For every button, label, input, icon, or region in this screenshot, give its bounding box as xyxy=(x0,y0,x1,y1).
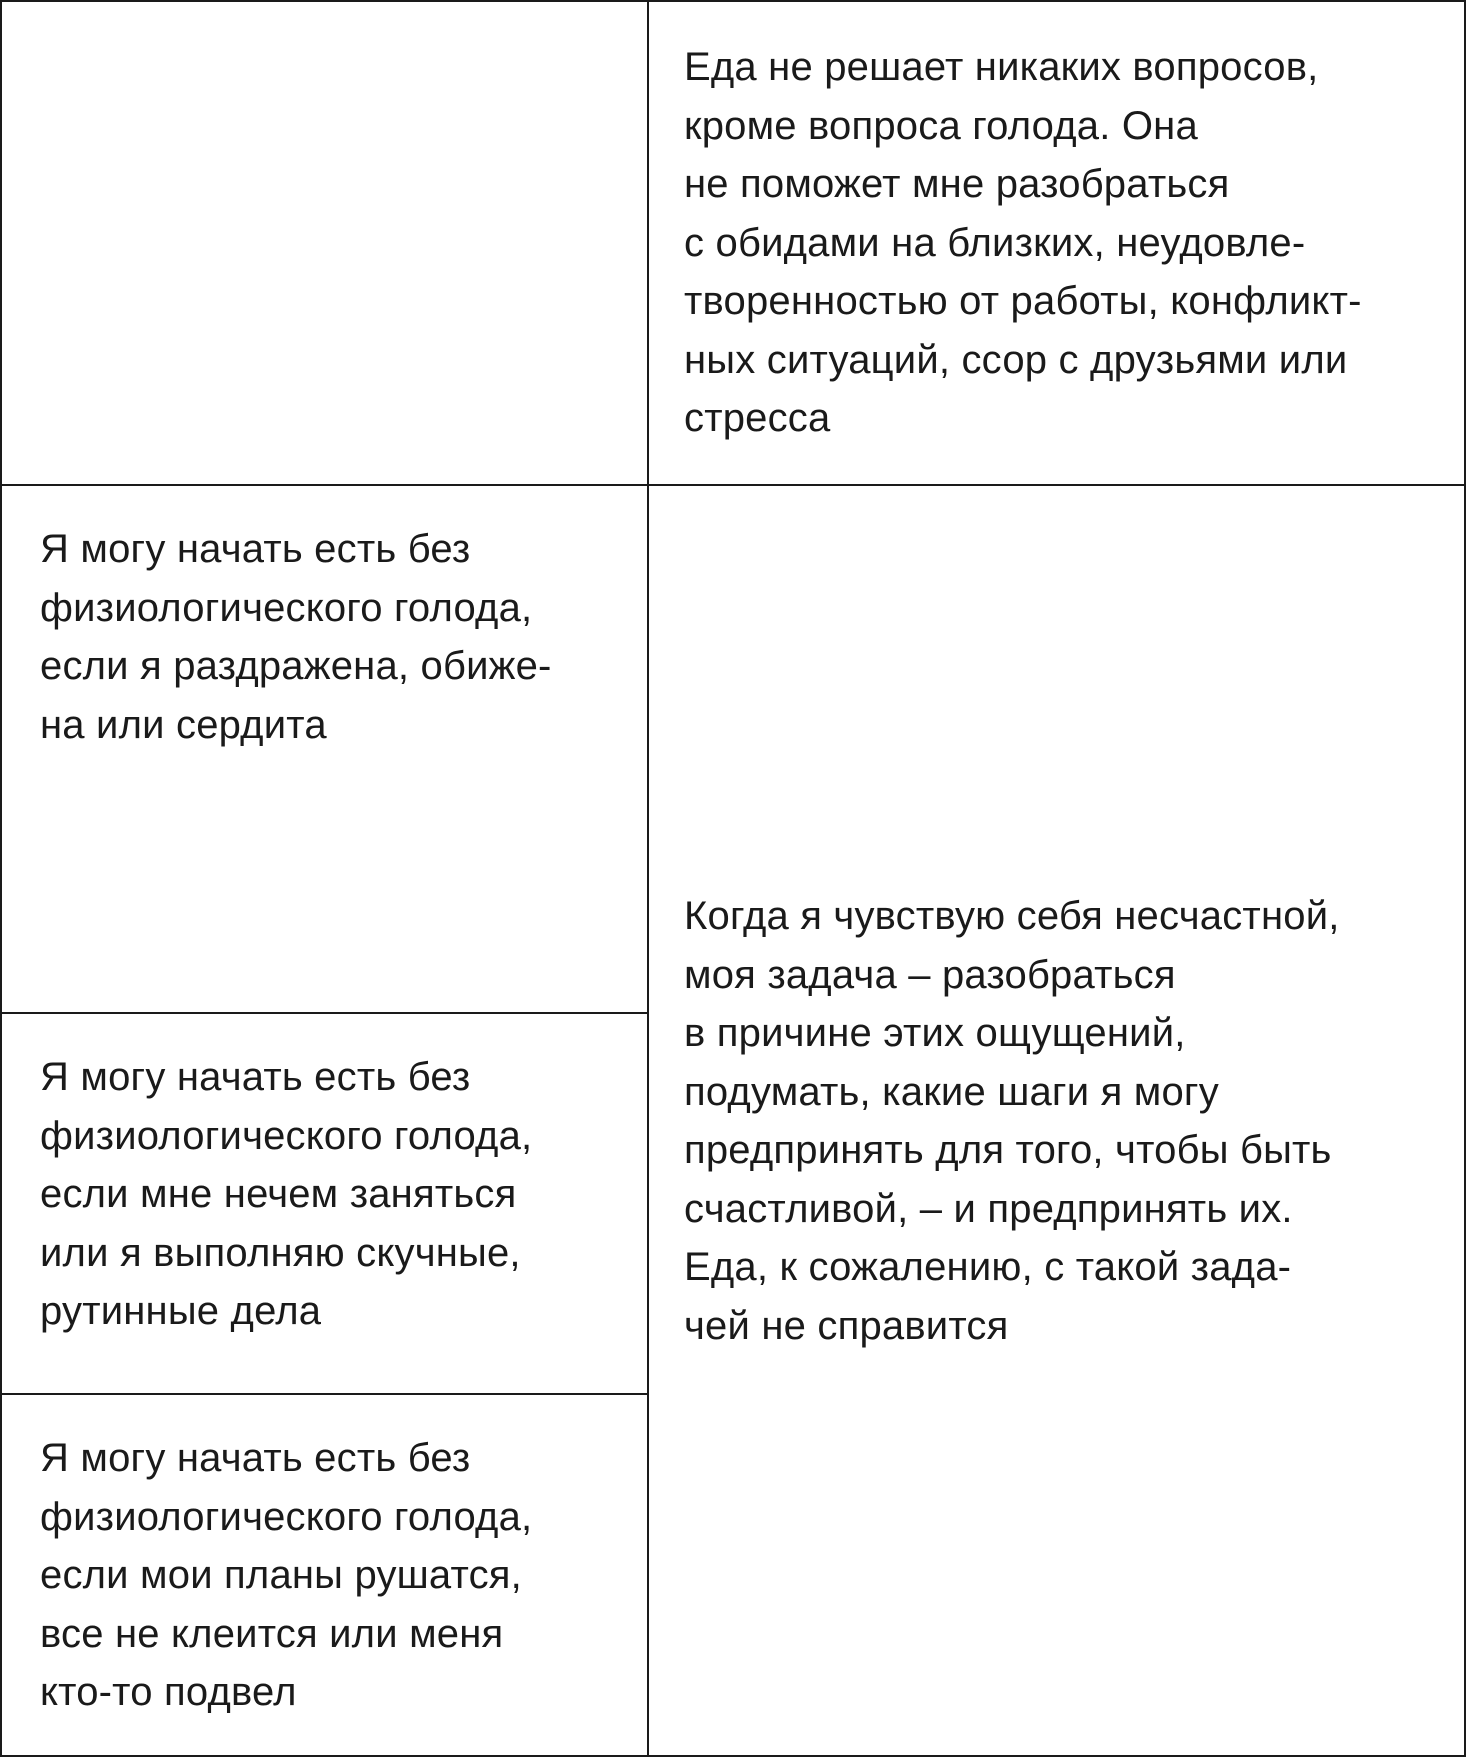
row-divider xyxy=(2,484,1464,486)
column-divider xyxy=(647,2,649,1755)
table-cell-left-row2: Я могу начать есть без физиологического голода, если я раздражена, обиже- на или сердита xyxy=(40,527,552,747)
table-cell-right-row2: Когда я чувствую себя несчастной, моя задача – разобраться в причине этих ощущений, подумать, какие шаги я могу предпринять для того, чтобы быть счастливой, – и предпринять их. Еда, к сожалению, с такой зада- чей не справится xyxy=(684,894,1340,1348)
table-cell-left-row4: Я могу начать есть без физиологического голода, если мои планы рушатся, все не клеится или меня кто-то подвел xyxy=(40,1436,533,1714)
table-cell-left-row3: Я могу начать есть без физиологического голода, если мне нечем заняться или я выполняю скучные, рутинные дела xyxy=(40,1055,533,1333)
row-divider xyxy=(2,1393,649,1395)
row-divider xyxy=(2,1012,649,1014)
table-cell-right-row1: Еда не решает никаких вопросов, кроме вопроса голода. Она не поможет мне разобраться с обидами на близких, неудовле- творенностью от работы, конфликт- ных ситуаций, ссор с друзьями или стресса xyxy=(684,45,1362,440)
